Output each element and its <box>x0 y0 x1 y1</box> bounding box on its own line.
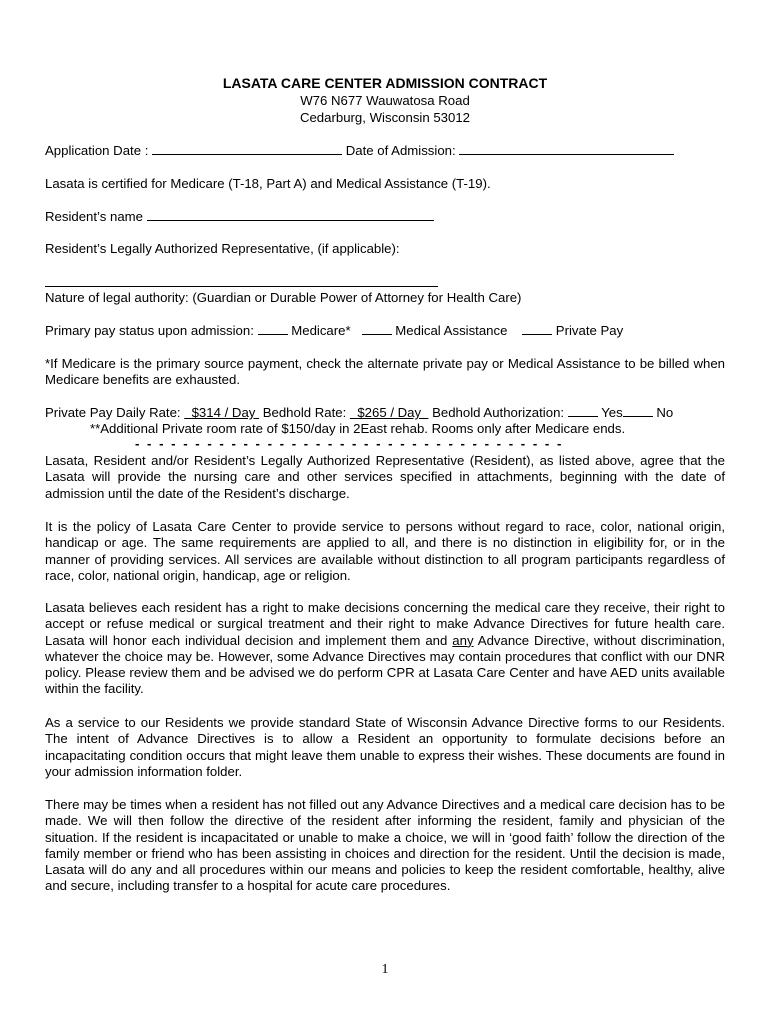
certification-text: Lasata is certified for Medicare (T-18, Part A) and Medical Assistance (T-19). <box>45 176 491 191</box>
paragraph-advance-directives: Lasata believes each resident has a right to make decisions concerning the medical care they receive, their right to accept or refuse medical or surgical treatment and their right to make Advance Directives for future health care. Lasata will honor each individual decision and implement them and any Advance Directive, without discrimination, whatever the choice may be. However, some Advance Directives may contain procedures that conflict with our DNR policy. Please review them and be advised we do perform CPR at Lasata Care Center and have AED units available within the facility. <box>45 600 725 697</box>
dates-row <box>45 143 674 158</box>
paragraph-agreement: Lasata, Resident and/or Resident’s Legally Authorized Representative (Resident), as listed above, agree that the Lasata will provide the nursing care and other services specified in attachments, beginning with the date of admission until the date of the Resident’s discharge. <box>45 453 725 501</box>
representative-field[interactable] <box>45 286 438 287</box>
application-date-field[interactable] <box>152 143 342 155</box>
pay-option-private: Private Pay <box>555 323 624 338</box>
any-emphasis: any <box>452 632 474 648</box>
page-number: 1 <box>381 962 389 977</box>
legal-authority-text: Nature of legal authority: (Guardian or Durable Power of Attorney for Health Care) <box>45 290 522 305</box>
paragraph-care-decisions: There may be times when a resident has not filled out any Advance Directives and a medical care decision has to be made. We will then follow the directive of the resident after informing the resident, family and physician of the situation. If the resident is incapacitated or unable to make a choice, we will in ‘good faith’ follow the direction of the family member or friend who has been assisting in choices and direction for the resident. Until the decision is made, Lasata will do any and all procedures within our means and policies to keep the resident comfortable, healthy, alive and secure, including transfer to a hospital for acute care procedures. <box>45 797 725 894</box>
paragraph-directive-forms: As a service to our Residents we provide standard State of Wisconsin Advance Directive forms to our Residents. The intent of Advance Directives is to allow a Resident an opportunity to formulate decisions before an incapacitating condition occurs that might leave them unable to express their wishes. These documents are found in your admission information folder. <box>45 715 725 779</box>
private-pay-checkbox[interactable] <box>522 323 552 335</box>
yes-label: Yes <box>601 405 623 420</box>
no-label: No <box>656 405 674 420</box>
representative-label: Resident’s Legally Authorized Representative, (if applicable): <box>45 241 400 256</box>
pay-option-medical-assistance: Medical Assistance <box>395 323 508 338</box>
pay-status-label: Primary pay status upon admission: <box>45 323 254 338</box>
medical-assistance-checkbox[interactable] <box>362 323 392 335</box>
additional-rate-note: **Additional Private room rate of $150/day in 2East rehab. Rooms only after Medicare ends. <box>90 421 626 436</box>
bedhold-auth-label: Bedhold Authorization: <box>432 405 565 420</box>
medicare-checkbox[interactable] <box>258 323 288 335</box>
medicare-note: *If Medicare is the primary source payment, check the alternate private pay or Medical Assistance to be billed when Medicare benefits are exhausted. <box>45 356 725 388</box>
resident-name-field[interactable] <box>147 209 434 221</box>
bedhold-rate-label: Bedhold Rate: <box>262 405 347 420</box>
resident-name-label: Resident’s name <box>45 209 143 224</box>
address-line-2: Cedarburg, Wisconsin 53012 <box>299 110 471 125</box>
section-separator: - - - - - - - - - - - - - - - - - - - - - - - - - - - - - - - - - - - - <box>135 436 564 451</box>
resident-name-row <box>45 209 434 224</box>
bedhold-no-checkbox[interactable] <box>623 405 653 417</box>
bedhold-rate-value: $265 / Day <box>357 405 422 420</box>
rates-row <box>45 405 673 420</box>
paragraph-nondiscrimination: It is the policy of Lasata Care Center to provide service to persons without regard to race, color, national origin, handicap or age. The same requirements are applied to all, and there is no distinction in eligibility for, or in the manner of providing services. All services are available without distinction to all program participants regardless of race, color, national origin, handicap, age or religion. <box>45 519 725 583</box>
private-rate-label: Private Pay Daily Rate: <box>45 405 181 420</box>
address-line-1: W76 N677 Wauwatosa Road <box>300 93 470 108</box>
pay-status-row <box>45 323 623 338</box>
pay-option-medicare: Medicare* <box>291 323 351 338</box>
document-title: LASATA CARE CENTER ADMISSION CONTRACT <box>222 75 548 91</box>
private-rate-value: $314 / Day <box>191 405 256 420</box>
date-of-admission-field[interactable] <box>459 143 674 155</box>
application-date-label: Application Date : <box>45 143 149 158</box>
date-of-admission-label: Date of Admission: <box>345 143 456 158</box>
bedhold-yes-checkbox[interactable] <box>568 405 598 417</box>
